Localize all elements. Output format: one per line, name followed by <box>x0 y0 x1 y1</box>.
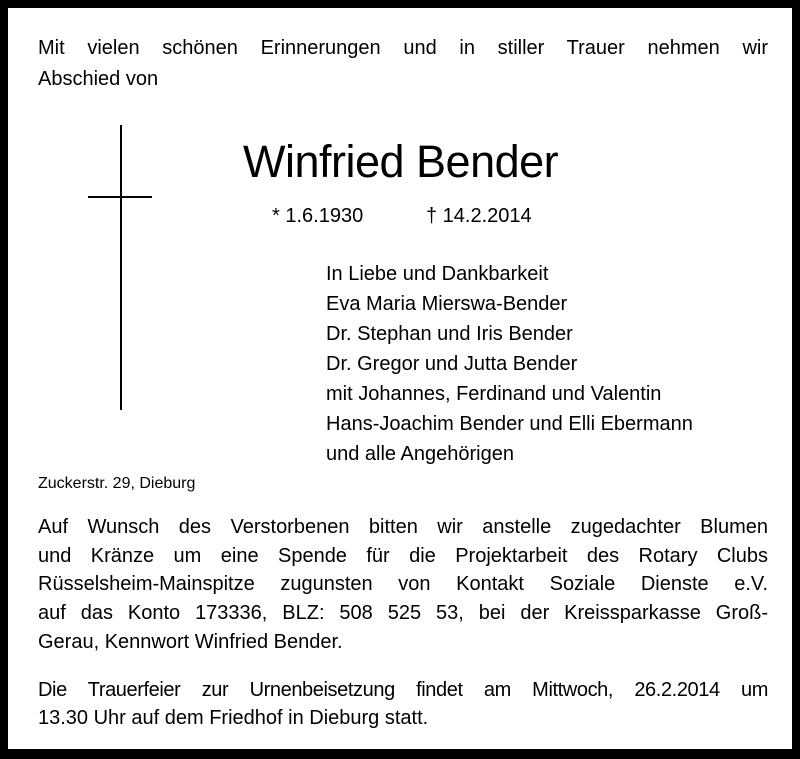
donation-line: und Kränze um eine Spende für die Projektarbeit des Rotary Clubs <box>38 545 768 567</box>
family-line: und alle Angehörigen <box>326 443 514 465</box>
cross-icon-bar <box>88 196 152 198</box>
notice-body <box>8 8 792 749</box>
intro-line: Mit vielen schönen Erinnerungen und in stiller Trauer nehmen wir <box>38 37 768 59</box>
birth-date: * 1.6.1930 <box>272 205 364 227</box>
family-line: Dr. Stephan und Iris Bender <box>326 323 573 345</box>
intro-line: Abschied von <box>38 68 159 90</box>
donation-line: Gerau, Kennwort Winfried Bender. <box>38 631 343 653</box>
family-line: mit Johannes, Ferdinand und Valentin <box>326 383 662 405</box>
address: Zuckerstr. 29, Dieburg <box>38 475 196 492</box>
ceremony-line: Die Trauerfeier zur Urnenbeisetzung findet am Mittwoch, 26.2.2014 um <box>38 679 768 701</box>
deceased-name: Winfried Bender <box>243 136 559 187</box>
death-date: † 14.2.2014 <box>426 205 532 227</box>
family-line: Eva Maria Mierswa-Bender <box>326 293 568 315</box>
donation-line: Auf Wunsch des Verstorbenen bitten wir anstelle zugedachter Blumen <box>38 516 768 538</box>
family-line: In Liebe und Dankbarkeit <box>326 263 549 285</box>
cross-icon <box>120 125 122 410</box>
family-line: Hans-Joachim Bender und Elli Ebermann <box>326 413 693 435</box>
ceremony-line: 13.30 Uhr auf dem Friedhof in Dieburg statt. <box>38 707 429 729</box>
family-line: Dr. Gregor und Jutta Bender <box>326 353 578 375</box>
donation-line: auf das Konto 173336, BLZ: 508 525 53, bei der Kreissparkasse Groß- <box>38 602 768 624</box>
donation-line: Rüsselsheim-Mainspitze zugunsten von Kontakt Soziale Dienste e.V. <box>38 573 768 595</box>
